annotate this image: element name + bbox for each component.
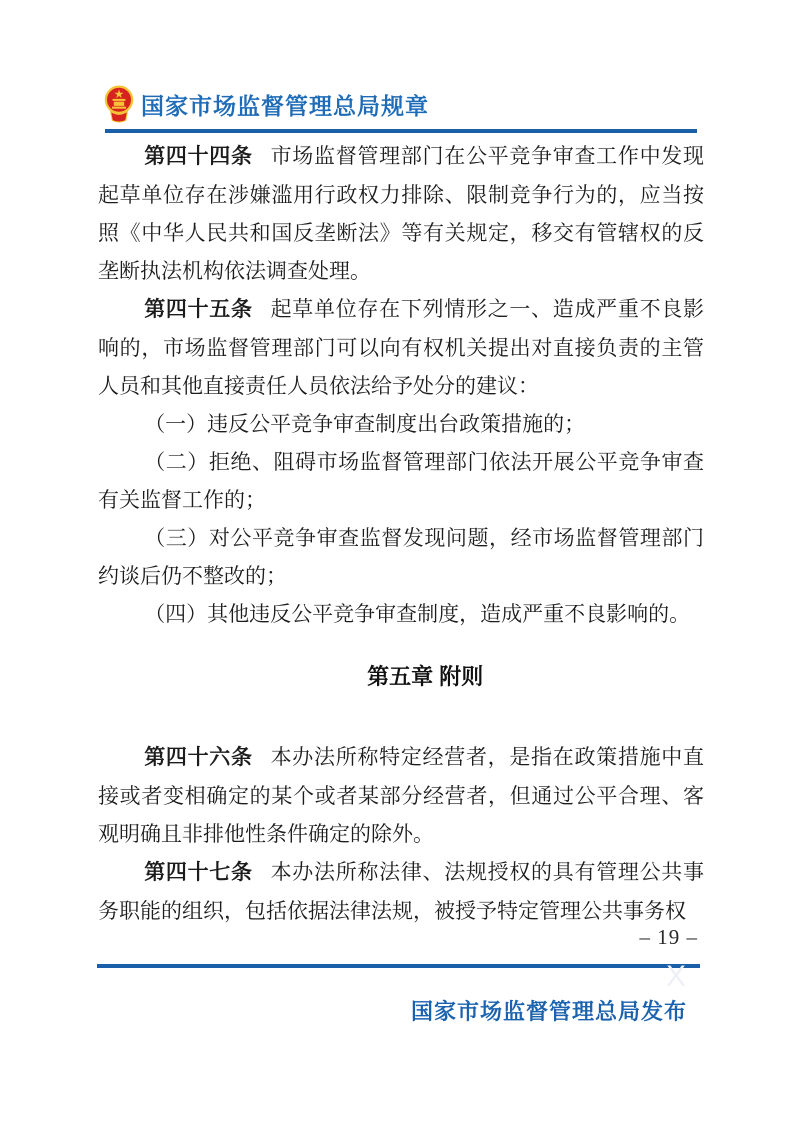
article-text: 本办法所称法律、法规授权的具有管理公共事务职能的组织，包括依据法律法规，被授予特定管理公共事务权 (98, 860, 705, 923)
national-emblem-icon (104, 84, 134, 124)
article-text: 本办法所称特定经营者，是指在政策措施中直接或者变相确定的某个或者某部分经营者，但通过公平合理、客观明确且非排他性条件确定的除外。 (98, 745, 705, 846)
list-item: （二）拒绝、阻碍市场监督管理部门依法开展公平竞争审查有关监督工作的； (98, 450, 704, 512)
header-rule (105, 129, 697, 133)
article-number: 第四十四条 (144, 145, 253, 168)
article-number: 第四十六条 (144, 746, 253, 769)
page-number: – 19 – (639, 925, 698, 949)
document-body (98, 137, 704, 930)
article-paragraph (98, 853, 704, 930)
watermark-x: X (666, 960, 687, 993)
article-number: 第四十五条 (144, 298, 253, 321)
chapter-heading: 第五章 附则 (367, 664, 484, 689)
article-text: 起草单位存在下列情形之一、造成严重不良影响的，市场监督管理部门可以向有权机关提出对直接负责的主管人员和其他直接责任人员依法给予处分的建议： (98, 297, 705, 398)
header-title: 国家市场监督管理总局规章 (141, 92, 429, 119)
list-item: （一）违反公平竞争审查制度出台政策措施的； (144, 412, 586, 436)
article-number: 第四十七条 (144, 861, 253, 884)
list-item: （三）对公平竞争审查监督发现问题，经市场监督管理部门约谈后仍不整改的； (98, 526, 704, 588)
article-paragraph (98, 738, 704, 853)
article-paragraph (98, 137, 704, 290)
document-header (104, 84, 429, 124)
footer-rule (97, 964, 700, 968)
article-paragraph (98, 290, 704, 405)
article-text: 市场监督管理部门在公平竞争审查工作中发现起草单位存在涉嫌滥用行政权力排除、限制竞争行为的，应当按照《中华人民共和国反垄断法》等有关规定，移交有管辖权的反垄断执法机构依法调查处理。 (98, 144, 705, 283)
publisher-label: 国家市场监督管理总局发布 (410, 999, 687, 1024)
list-item: （四）其他违反公平竞争审查制度，造成严重不良影响的。 (144, 602, 691, 626)
